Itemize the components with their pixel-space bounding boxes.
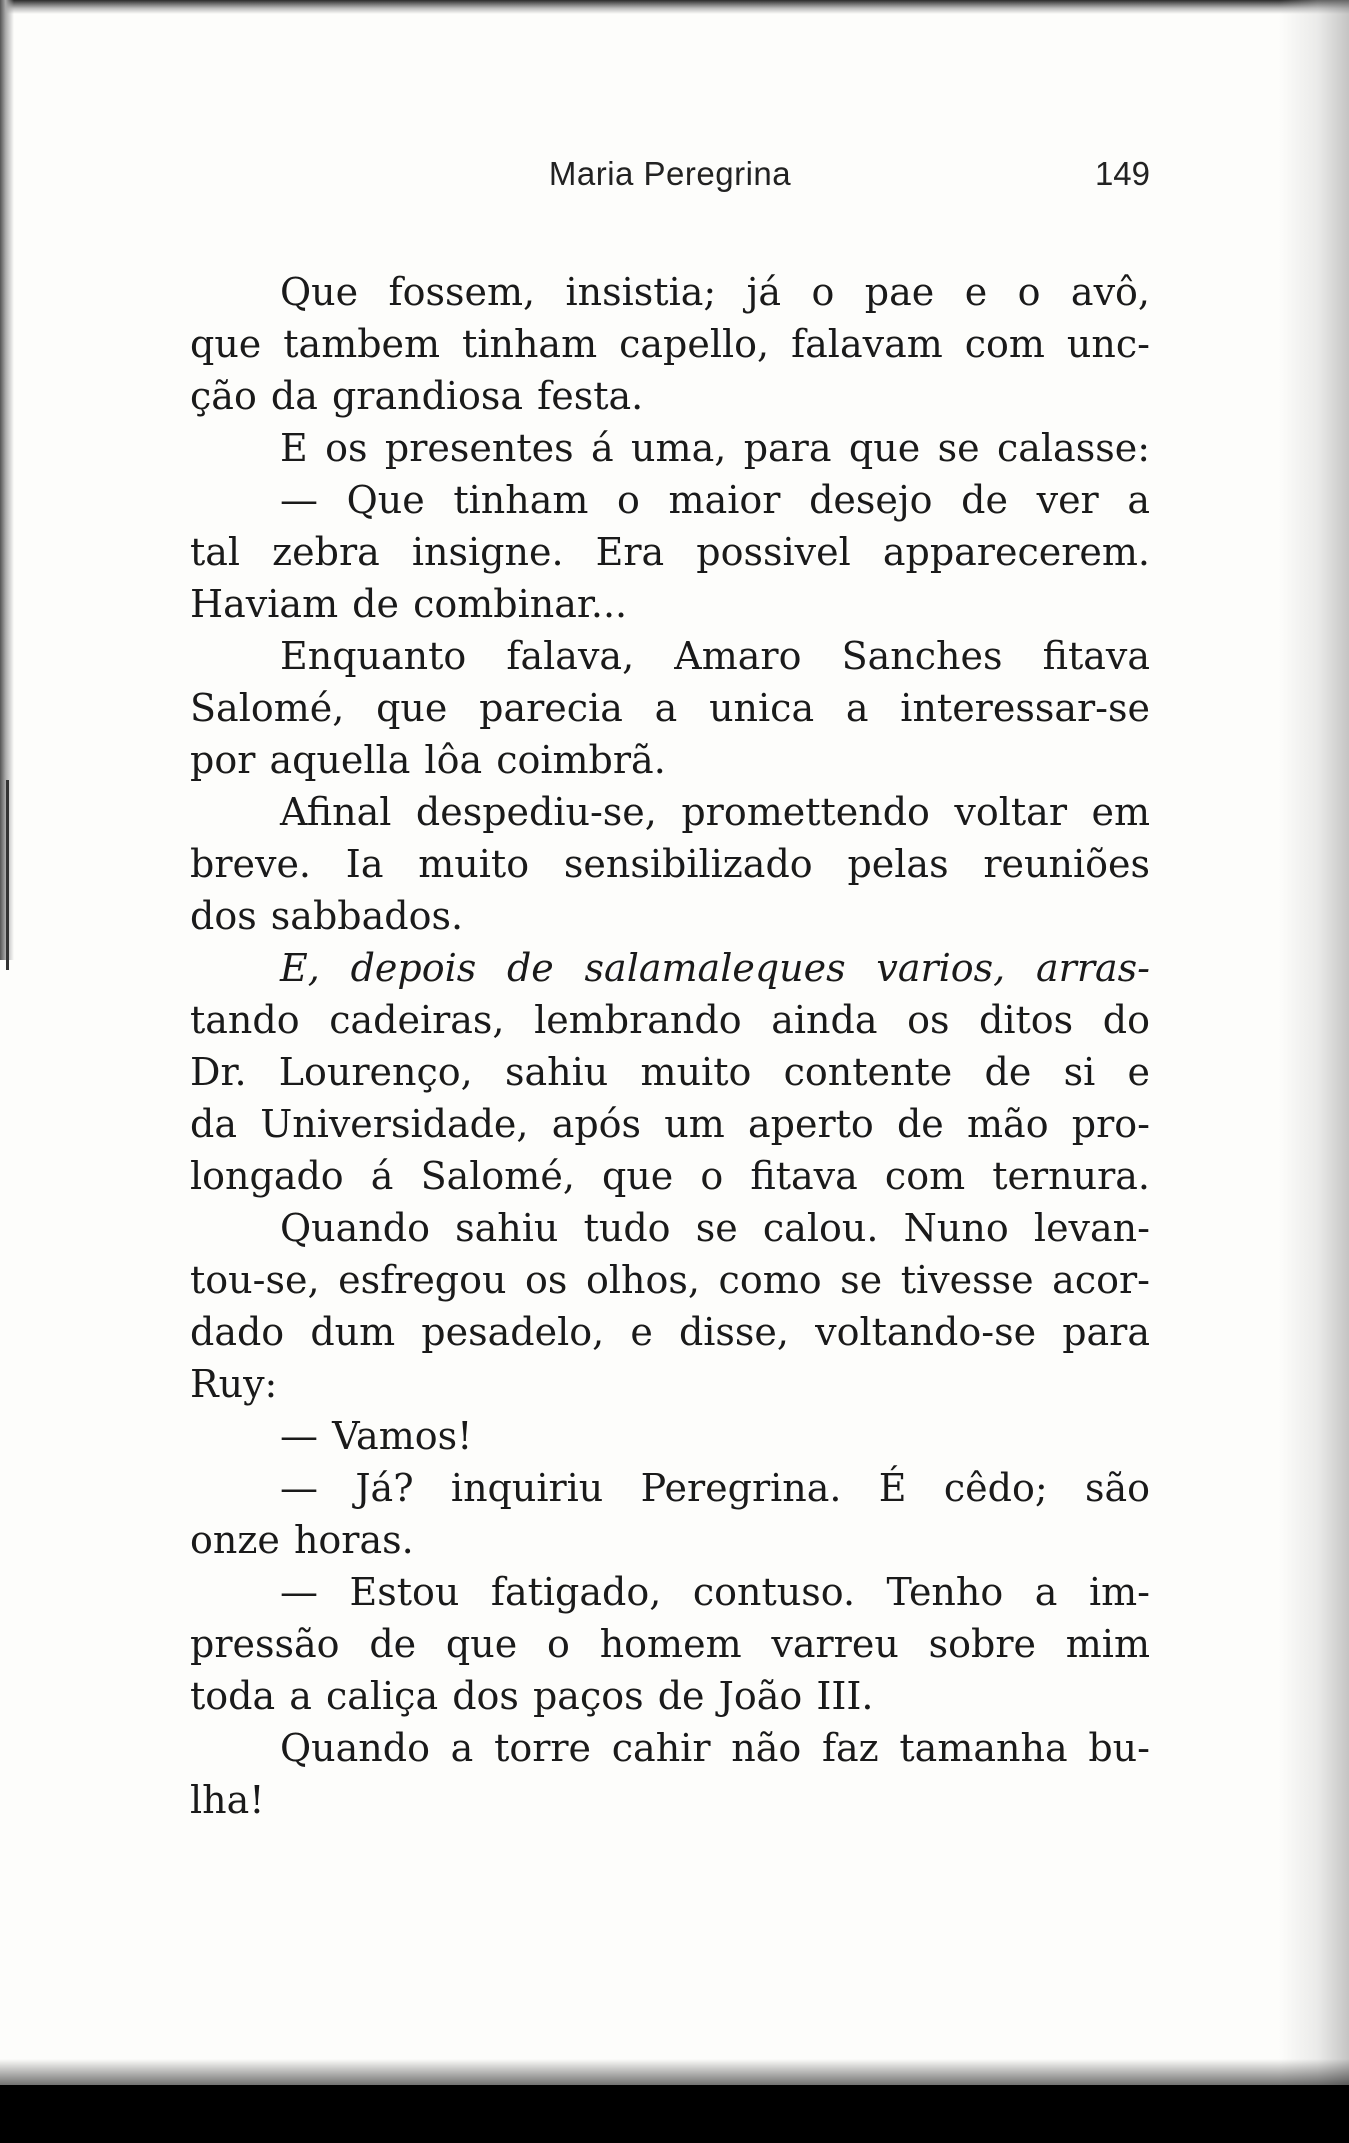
text-line: por aquella lôa coimbrã. bbox=[190, 738, 666, 782]
text-line: Quando a torre cahir não faz tamanha bu- bbox=[280, 1726, 1150, 1770]
scan-right-edge bbox=[1279, 0, 1349, 2143]
text-line: da Universidade, após um aperto de mão pro- bbox=[190, 1102, 1150, 1146]
text-line: Dr. Lourenço, sahiu muito contente de si e bbox=[190, 1050, 1150, 1094]
running-head bbox=[190, 155, 1150, 205]
text-line: Haviam de combinar... bbox=[190, 582, 628, 626]
text-line: — Que tinham o maior desejo de ver a bbox=[280, 478, 1150, 522]
scan-bottom-band bbox=[0, 2085, 1349, 2143]
text-line: breve. Ia muito sensibilizado pelas reuniões bbox=[190, 842, 1150, 886]
text-line: Afinal despediu-se, promettendo voltar em bbox=[280, 790, 1150, 834]
text-line: onze horas. bbox=[190, 1518, 414, 1562]
text-line: Ruy: bbox=[190, 1362, 278, 1406]
text-line: lha! bbox=[190, 1778, 265, 1822]
text-line: toda a caliça dos paços de João III. bbox=[190, 1674, 874, 1718]
text-line: tou-se, esfregou os olhos, como se tivesse acor- bbox=[190, 1258, 1150, 1302]
text-line: — Já? inquiriu Peregrina. É cêdo; são bbox=[280, 1466, 1150, 1510]
text-line: Enquanto falava, Amaro Sanches fitava bbox=[280, 634, 1150, 678]
scan-left-mark bbox=[6, 780, 9, 970]
body-text bbox=[190, 266, 1150, 1826]
running-title: Maria Peregrina bbox=[548, 155, 792, 192]
scan-top-edge bbox=[0, 0, 1349, 14]
text-line: ção da grandiosa festa. bbox=[190, 374, 644, 418]
text-line: Que fossem, insistia; já o pae e o avô, bbox=[280, 270, 1150, 314]
text-line: longado á Salomé, que o fitava com ternura. bbox=[190, 1154, 1150, 1198]
text-line: dos sabbados. bbox=[190, 894, 464, 938]
text-line: pressão de que o homem varreu sobre mim bbox=[190, 1622, 1150, 1666]
page-number: 149 bbox=[1094, 155, 1150, 192]
text-line: dado dum pesadelo, e disse, voltando-se para bbox=[190, 1310, 1150, 1354]
text-line: que tambem tinham capello, falavam com unc- bbox=[190, 322, 1150, 366]
text-line: Salomé, que parecia a unica a interessar-se bbox=[190, 686, 1150, 730]
text-line: E os presentes á uma, para que se calasse: bbox=[280, 426, 1150, 470]
scan-bottom-shadow bbox=[0, 2059, 1349, 2085]
text-line: E, depois de salamaleques varios, arras- bbox=[280, 946, 1150, 990]
text-line: — Vamos! bbox=[280, 1414, 473, 1458]
text-line: — Estou fatigado, contuso. Tenho a im- bbox=[280, 1570, 1150, 1614]
text-line: Quando sahiu tudo se calou. Nuno levan- bbox=[280, 1206, 1150, 1250]
text-line: tando cadeiras, lembrando ainda os ditos do bbox=[190, 998, 1150, 1042]
text-line: tal zebra insigne. Era possivel apparecerem. bbox=[190, 530, 1150, 574]
